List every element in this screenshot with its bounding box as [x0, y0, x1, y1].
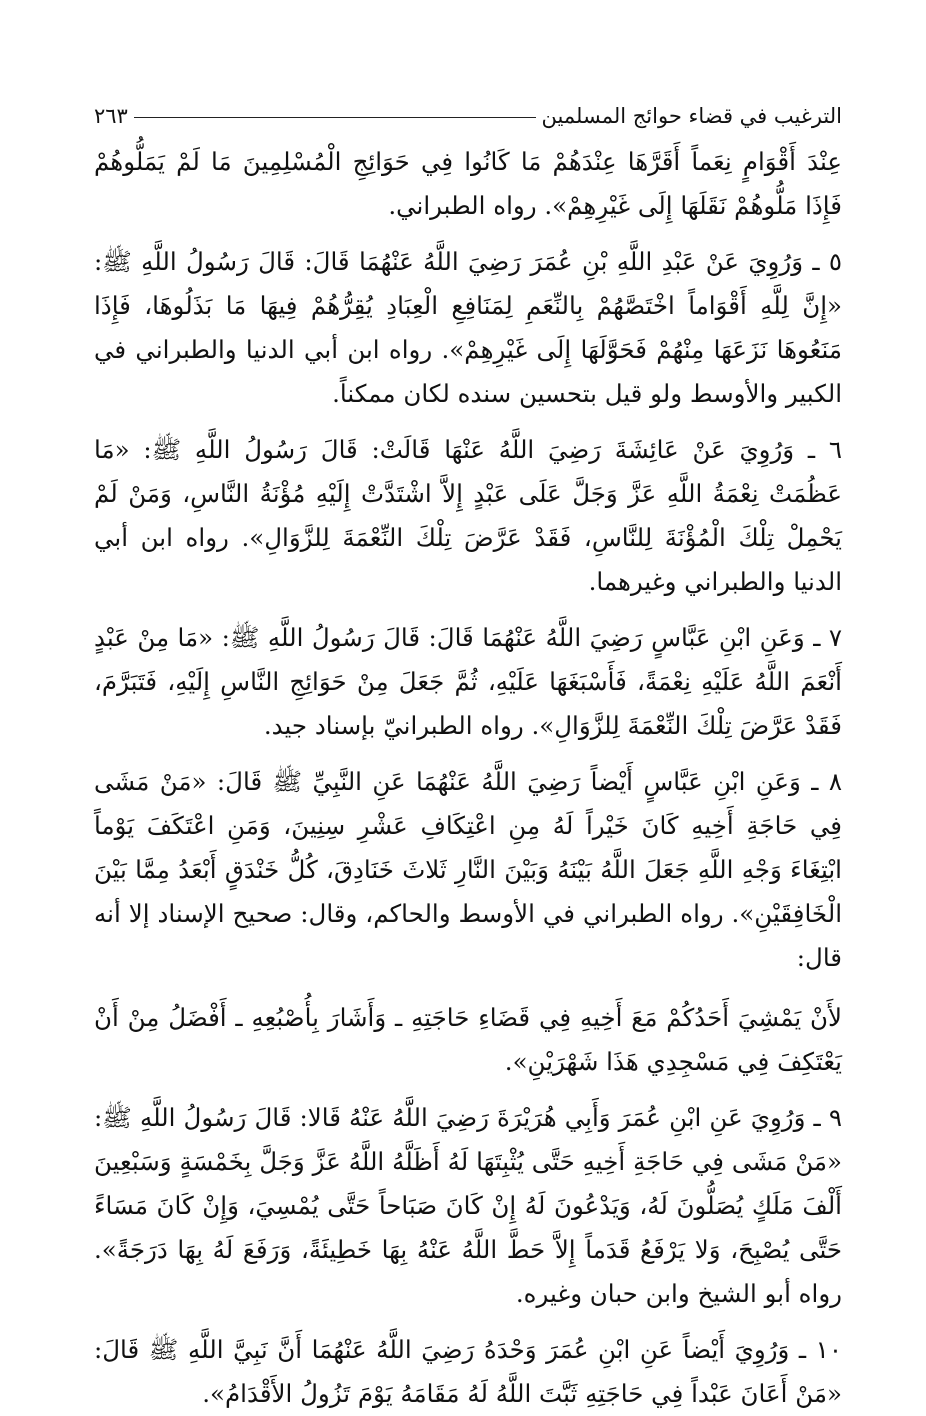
paragraph-continuation: عِنْدَ أَقْوَامٍ نِعَماً أَقَرَّهَا عِنْدَهُمْ مَا كَانُوا فِي حَوَائِجِ الْمُسْلِمِينَ مَا لَمْ يَمَلُّوهُمْ فَإِذَا مَلُّوهُمْ نَقَلَهَا إِلَى غَيْرِهِمْ». رواه الطبراني.: [94, 147, 842, 220]
hadith-paragraph-5: ٥ ـ وَرُوِيَ عَنْ عَبْدِ اللَّهِ بْنِ عُمَرَ رَضِيَ اللَّهُ عَنْهُمَا قَالَ: قَالَ رَسُولُ اللَّهِ ﷺ: «إِنَّ لِلَّهِ أَقْوَاماً اخْتَصَّهُمْ بِالنِّعَمِ لِمَنَافِعِ الْعِبَادِ يُقِرُّهُمْ فِيهَا مَا بَذَلُوهَا، فَإِذَا مَنَعُوهَا نَزَعَهَا مِنْهُمْ فَحَوَّلَهَا إِلَى غَيْرِهِمْ». رواه ابن أبي الدنيا والطبراني في الكبير والأوسط ولو قيل بتحسين سنده لكان ممكناً.: [94, 247, 842, 408]
hadith-paragraph-10: ١٠ ـ وَرُوِيَ أَيْضاً عَنِ ابْنِ عُمَرَ وَحْدَهُ رَضِيَ اللَّهُ عَنْهُمَا أَنَّ نَبِيَّ اللَّهِ ﷺ قَالَ: «مَنْ أَعَانَ عَبْداً فِي حَاجَتِهِ ثَبَّتَ اللَّهُ لَهُ مَقَامَهُ يَوْمَ تَزُولُ الأَقْدَامُ».: [94, 1335, 842, 1408]
running-header: [94, 92, 842, 132]
page-body: [94, 140, 842, 1416]
page-number: ٢٦٣: [94, 104, 128, 128]
hadith-paragraph-9: ٩ ـ وَرُوِيَ عَنِ ابْنِ عُمَرَ وَأَبِي هُرَيْرَةَ رَضِيَ اللَّهُ عَنْهُ قَالا: قَالَ رَسُولُ اللَّهِ ﷺ: «مَنْ مَشَى فِي حَاجَةِ أَخِيهِ حَتَّى يُثْبِتَهَا لَهُ أَظَلَّهُ اللَّهُ عَزَّ وَجَلَّ بِخَمْسَةٍ وَسَبْعِينَ أَلْفَ مَلَكٍ يُصَلُّونَ لَهُ، وَيَدْعُونَ لَهُ إِنْ كَانَ صَبَاحاً حَتَّى يُمْسِيَ، وَإِنْ كَانَ مَسَاءً حَتَّى يُصْبِحَ، وَلا يَرْفَعُ قَدَماً إِلاَّ حَطَّ اللَّهُ عَنْهُ بِهَا خَطِيئَةً، وَرَفَعَ لَهُ بِهَا دَرَجَةً». رواه أبو الشيخ وابن حبان وغيره.: [94, 1103, 842, 1308]
running-header-title: الترغيب في قضاء حوائج المسلمين: [541, 104, 842, 128]
hadith-paragraph-7: ٧ ـ وَعَنِ ابْنِ عَبَّاسٍ رَضِيَ اللَّهُ عَنْهُمَا قَالَ: قَالَ رَسُولُ اللَّهِ ﷺ: «مَا مِنْ عَبْدٍ أَنْعَمَ اللَّهُ عَلَيْهِ نِعْمَةً، فَأَسْبَغَهَا عَلَيْهِ، ثُمَّ جَعَلَ مِنْ حَوَائِجِ النَّاسِ إِلَيْهِ، فَتَبَرَّمَ، فَقَدْ عَرَّضَ تِلْكَ النِّعْمَةَ لِلزَّوَالِ». رواه الطبرانيّ بإسناد جيد.: [94, 623, 842, 740]
hadith-paragraph-8: ٨ ـ وَعَنِ ابْنِ عَبَّاسٍ أَيْضاً رَضِيَ اللَّهُ عَنْهُمَا عَنِ النَّبِيِّ ﷺ قَالَ: «مَنْ مَشَى فِي حَاجَةِ أَخِيهِ كَانَ خَيْراً لَهُ مِنِ اعْتِكَافِ عَشْرِ سِنِينَ، وَمَنِ اعْتَكَفَ يَوْماً ابْتِغَاءَ وَجْهِ اللَّهِ جَعَلَ اللَّهُ بَيْنَهُ وَبَيْنَ النَّارِ ثَلاثَ خَنَادِقَ، كُلُّ خَنْدَقٍ أَبْعَدُ مِمَّا بَيْنَ الْخَافِقَيْنِ». رواه الطبراني في الأوسط والحاكم، وقال: صحيح الإسناد إلا أنه قال:: [94, 767, 842, 972]
header-rule: [134, 117, 536, 118]
hadith-paragraph-6: ٦ ـ وَرُوِيَ عَنْ عَائِشَةَ رَضِيَ اللَّهُ عَنْهَا قَالَتْ: قَالَ رَسُولُ اللَّهِ ﷺ: «مَا عَظُمَتْ نِعْمَةُ اللَّهِ عَزَّ وَجَلَّ عَلَى عَبْدٍ إِلاَّ اشْتَدَّتْ إِلَيْهِ مُؤْنَةُ النَّاسِ، وَمَنْ لَمْ يَحْمِلْ تِلْكَ الْمُؤْنَةَ لِلنَّاسِ، فَقَدْ عَرَّضَ تِلْكَ النِّعْمَةَ لِلزَّوَالِ». رواه ابن أبي الدنيا والطبراني وغيرهما.: [94, 435, 842, 596]
hadith-8-variant-text: لأَنْ يَمْشِيَ أَحَدُكُمْ مَعَ أَخِيهِ فِي قَضَاءِ حَاجَتِهِ ـ وَأَشَارَ بِأُصْبُعِهِ ـ أَفْضَلُ مِنْ أَنْ يَعْتَكِفَ فِي مَسْجِدِي هَذَا شَهْرَيْنِ».: [94, 1003, 842, 1076]
